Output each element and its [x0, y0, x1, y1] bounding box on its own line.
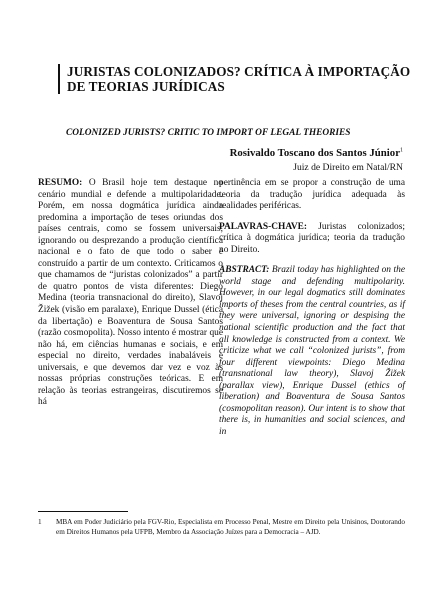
author-footnote-mark[interactable]: 1	[400, 147, 403, 154]
abstract-label: ABSTRACT:	[219, 265, 270, 276]
keywords-text: Juristas colonizados; crítica à dogmática jurídica; teoria da tradução no Direito.	[219, 221, 406, 255]
left-column	[38, 178, 223, 409]
resumo-text: O Brasil hoje tem destaque no cenário mundial e defende a multipolaridade. Porém, em nossa dogmática jurídica ainda predomina a importação de teses oriundas dos países centrais, como se fossem universais, ignorando ou desprezando a produção científica nacional e o fato de que todo o saber é construído a partir de um contexto. Criticamos o que chamamos de “juristas colonizados” a partir de quatro pontos de vista diferentes: Diego Medina (teoria transnacional do direito), Slavoj Žižek (visão em paralaxe), Enrique Dussel (ética da libertação) e Boaventura de Sousa Santos (razão cosmopolita). Nosso intento é mostrar que não há, em ciências humanas e sociais, e em especial no direito, verdades inabaláveis e universais, e que devemos dar vez e voz às nossas próprias construções teóricas. E em relação às teorias estrangeiras, discutiremos se há	[38, 178, 223, 408]
title-block	[58, 64, 417, 94]
resumo-continuation: pertinência em se propor a construção de uma teoria da tradução jurídica adequada às realidades periféricas.	[219, 178, 405, 212]
keywords-label: PALAVRAS-CHAVE:	[219, 221, 308, 232]
article-title: JURISTAS COLONIZADOS? CRÍTICA À IMPORTAÇÃO DE TEORIAS JURÍDICAS	[67, 64, 411, 94]
right-column	[219, 178, 405, 438]
footnote-number: 1	[38, 518, 42, 526]
footnote-divider	[38, 511, 128, 512]
footnote	[38, 518, 405, 537]
footnote-text: MBA em Poder Judiciário pela FGV-Rio, Especialista em Processo Penal, Mestre em Direito pela Unisinos, Doutorando em Direitos Humanos pela UFPB, Membro da Associação Juízes para a Democracia – AJD.	[56, 518, 405, 536]
resumo-paragraph	[38, 178, 223, 409]
keywords-paragraph	[219, 222, 405, 257]
english-title: COLONIZED JURISTS? CRITIC TO IMPORT OF LEGAL THEORIES	[66, 128, 351, 138]
abstract-paragraph	[219, 265, 405, 438]
author-name-text: Rosivaldo Toscano dos Santos Júnior	[229, 147, 400, 159]
author-name	[230, 147, 403, 159]
author-affiliation: Juiz de Direito em Natal/RN	[293, 162, 403, 173]
resumo-label: RESUMO:	[38, 178, 83, 188]
abstract-text: Brazil today has highlighted on the world stage and defending multipolarity. However, in our legal dogmatics still dominates imports of theses from the central countries, as if they were universal, ignoring or despising the national scientific production and the fact that all knowledge is constructed from a context. We criticize what we call “colonized jurists”, from four different viewpoints: Diego Medina (transnational law theory), Slavoj Žižek (parallax view), Enrique Dussel (ethics of liberation) and Boaventura de Sousa Santos (cosmopolitan reason). Our intent is to show that there is, in humanities and social sciences, and in	[219, 265, 406, 437]
